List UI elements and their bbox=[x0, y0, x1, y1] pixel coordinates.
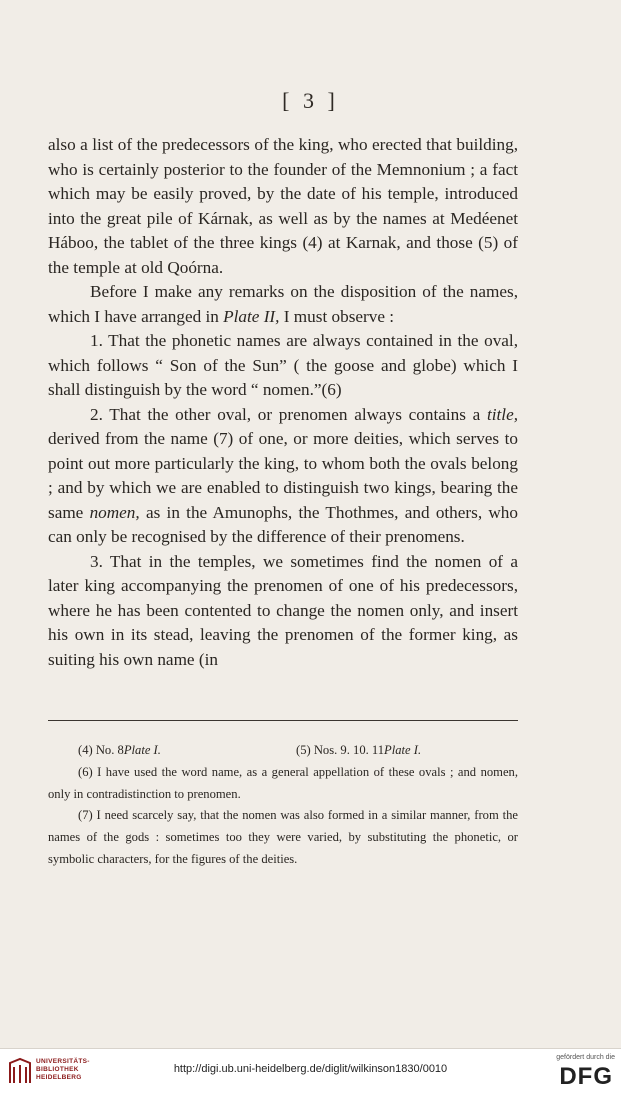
viewer-footer bbox=[0, 1048, 621, 1095]
page-number: [ 3 ] bbox=[282, 88, 339, 113]
funded-by-label: gefördert durch die bbox=[556, 1054, 615, 1061]
footnote-4: (4) No. 8Plate I. bbox=[78, 743, 161, 757]
dfg-logo: DFG bbox=[559, 1063, 613, 1090]
paragraph-5: 3. That in the temples, we sometimes find the nomen of a later king accompanying the prenomen of one of his predecessors, where he has been contented to change the nomen only, and insert his own in its stead, leaving the prenomen of the former king, as suiting his own name (in bbox=[48, 551, 518, 669]
body-text bbox=[48, 133, 518, 672]
paragraph-4: 2. That the other oval, or prenomen always contains a title, derived from the name (7) of one, or more deities, which serves to point out more particularly the king, to whom both the ovals belong ; and by which we are enabled to distinguish two kings, bearing the same nomen, as in the Amunophs, the Thothmes, and others, who can only be recognised by the difference of their prenomens. bbox=[48, 404, 518, 546]
footnote-5: (5) Nos. 9. 10. 11Plate I. bbox=[296, 743, 422, 757]
footnote-rule bbox=[48, 720, 518, 721]
footnote-6: (6) I have used the word name, as a general appellation of these ovals ; and nomen, only in contradistinction to prenomen. bbox=[48, 764, 518, 801]
paragraph-1: also a list of the predecessors of the king, who erected that building, who is certainly posterior to the founder of the Memnonium ; a fact which may be easily proved, by the date of his temple, introduced into the great pile of Kárnak, as well as by the names at Medéenet Háboo, the tablet of the three kings (4) at Karnak, and those (5) of the temple at old Qoórna. bbox=[48, 135, 518, 277]
paragraph-2: Before I make any remarks on the disposition of the names, which I have arranged in Plate II, I must observe : bbox=[48, 282, 518, 326]
page-url-link[interactable]: http://digi.ub.uni-heidelberg.de/diglit/wilkinson1830/0010 bbox=[173, 1063, 448, 1075]
paragraph-3: 1. That the phonetic names are always contained in the oval, which follows “ Son of the Sun” ( the goose and globe) which I shall distinguish by the word “ nomen.”(6) bbox=[48, 331, 518, 399]
footnotes bbox=[48, 740, 518, 871]
library-name: UNIVERSITÄTS- BIBLIOTHEK HEIDELBERG bbox=[36, 1058, 90, 1081]
footnote-7: (7) I need scarcely say, that the nomen was also formed in a similar manner, from the names of the gods : sometimes too they were varied, by substituting the phonetic, or symbolic characters, for the figures of the deities. bbox=[48, 808, 518, 866]
footnote-4-5 bbox=[48, 740, 518, 762]
